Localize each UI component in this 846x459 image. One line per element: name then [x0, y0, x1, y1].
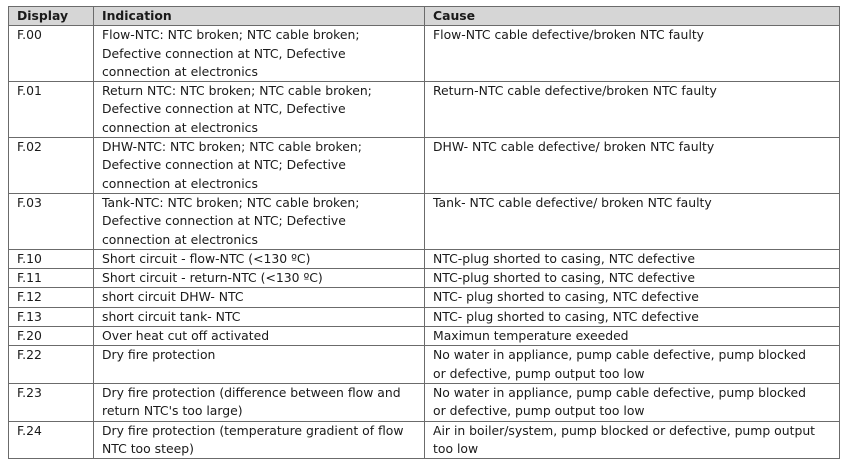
indication-cell: Over heat cut off activated — [94, 327, 425, 346]
cause-cell: NTC- plug shorted to casing, NTC defective — [425, 307, 840, 326]
indication-cell: Dry fire protection (difference between flow and return NTC's too large) — [94, 383, 425, 421]
table-row — [9, 421, 840, 459]
column-header-cause: Cause — [425, 7, 840, 26]
display-code-cell: F.03 — [9, 193, 94, 249]
cause-cell: NTC-plug shorted to casing, NTC defective — [425, 249, 840, 268]
display-code-cell: F.12 — [9, 288, 94, 307]
cause-cell: No water in appliance, pump cable defective, pump blocked or defective, pump output too low — [425, 383, 840, 421]
table-row — [9, 383, 840, 421]
cause-cell: NTC-plug shorted to casing, NTC defective — [425, 269, 840, 288]
display-code-cell: F.02 — [9, 138, 94, 194]
indication-cell: short circuit tank- NTC — [94, 307, 425, 326]
display-code-cell: F.00 — [9, 26, 94, 82]
indication-cell: Dry fire protection (temperature gradient of flow NTC too steep) — [94, 421, 425, 459]
column-header-indication: Indication — [94, 7, 425, 26]
indication-cell: Dry fire protection — [94, 346, 425, 384]
cause-cell: Air in boiler/system, pump blocked or defective, pump output too low — [425, 421, 840, 459]
table-row — [9, 193, 840, 249]
table-row — [9, 346, 840, 384]
cause-cell: Tank- NTC cable defective/ broken NTC faulty — [425, 193, 840, 249]
indication-cell: Short circuit - flow-NTC (<130 ºC) — [94, 249, 425, 268]
table-row — [9, 138, 840, 194]
table-row — [9, 269, 840, 288]
column-header-display: Display — [9, 7, 94, 26]
display-code-cell: F.22 — [9, 346, 94, 384]
table-row — [9, 288, 840, 307]
table-header-row — [9, 7, 840, 26]
display-code-cell: F.23 — [9, 383, 94, 421]
display-code-cell: F.13 — [9, 307, 94, 326]
cause-cell: Maximun temperature exeeded — [425, 327, 840, 346]
table-row — [9, 249, 840, 268]
indication-cell: short circuit DHW- NTC — [94, 288, 425, 307]
cause-cell: Return-NTC cable defective/broken NTC faulty — [425, 82, 840, 138]
display-code-cell: F.20 — [9, 327, 94, 346]
indication-cell: Tank-NTC: NTC broken; NTC cable broken; Defective connection at NTC; Defective connection at electronics — [94, 193, 425, 249]
cause-cell: Flow-NTC cable defective/broken NTC faulty — [425, 26, 840, 82]
display-code-cell: F.11 — [9, 269, 94, 288]
cause-cell: NTC- plug shorted to casing, NTC defective — [425, 288, 840, 307]
indication-cell: Return NTC: NTC broken; NTC cable broken; Defective connection at NTC, Defective connection at electronics — [94, 82, 425, 138]
table-row — [9, 307, 840, 326]
table-row — [9, 82, 840, 138]
indication-cell: Short circuit - return-NTC (<130 ºC) — [94, 269, 425, 288]
table-row — [9, 26, 840, 82]
cause-cell: No water in appliance, pump cable defective, pump blocked or defective, pump output too low — [425, 346, 840, 384]
cause-cell: DHW- NTC cable defective/ broken NTC faulty — [425, 138, 840, 194]
fault-code-table — [8, 6, 840, 459]
table-row — [9, 327, 840, 346]
fault-code-table-container — [8, 6, 839, 459]
display-code-cell: F.10 — [9, 249, 94, 268]
display-code-cell: F.24 — [9, 421, 94, 459]
display-code-cell: F.01 — [9, 82, 94, 138]
indication-cell: DHW-NTC: NTC broken; NTC cable broken; Defective connection at NTC; Defective connection at electronics — [94, 138, 425, 194]
indication-cell: Flow-NTC: NTC broken; NTC cable broken; Defective connection at NTC, Defective connection at electronics — [94, 26, 425, 82]
